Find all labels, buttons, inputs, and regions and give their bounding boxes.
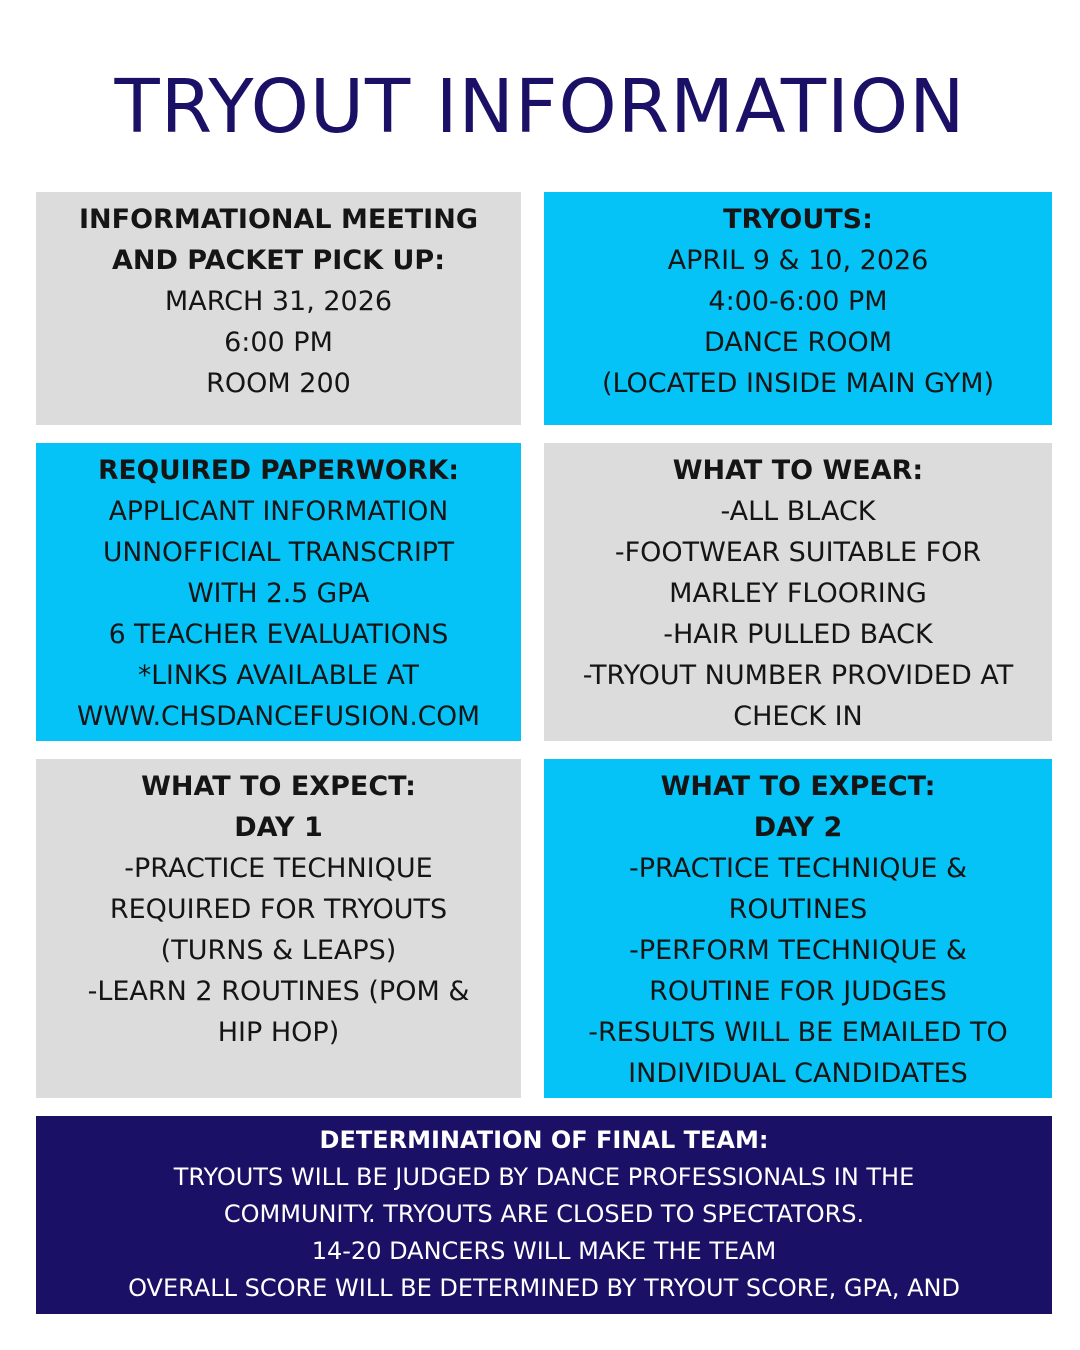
- final-team-line: TRYOUTS WILL BE JUDGED BY DANCE PROFESSIONALS IN THE: [173, 1163, 915, 1191]
- tryouts-location-note: (LOCATED INSIDE MAIN GYM): [601, 368, 995, 399]
- wear-item: CHECK IN: [733, 701, 863, 732]
- final-team-line: TEACHER EVALUATIONS.: [397, 1311, 691, 1339]
- day1-item: -LEARN 2 ROUTINES (POM &: [87, 976, 470, 1007]
- tryouts-card: [544, 192, 1052, 425]
- meeting-heading: AND PACKET PICK UP:: [112, 245, 445, 276]
- final-team-line: 14-20 DANCERS WILL MAKE THE TEAM: [311, 1237, 777, 1265]
- wear-heading: WHAT TO WEAR:: [672, 455, 924, 486]
- wear-item: -TRYOUT NUMBER PROVIDED AT: [582, 660, 1014, 691]
- day1-item: -PRACTICE TECHNIQUE: [124, 853, 433, 884]
- day2-item: -PERFORM TECHNIQUE &: [629, 935, 967, 966]
- wear-item: -HAIR PULLED BACK: [663, 619, 933, 650]
- meeting-heading: INFORMATIONAL MEETING: [79, 204, 478, 235]
- final-team-heading: DETERMINATION OF FINAL TEAM:: [319, 1126, 769, 1154]
- meeting-time: 6:00 PM: [224, 327, 333, 358]
- day2-heading: WHAT TO EXPECT:: [660, 771, 936, 802]
- day2-item: -PRACTICE TECHNIQUE &: [628, 853, 968, 884]
- website-link[interactable]: WWW.CHSDANCEFUSION.COM: [77, 701, 480, 732]
- paperwork-heading: REQUIRED PAPERWORK:: [98, 455, 459, 486]
- paperwork-note: *LINKS AVAILABLE AT: [138, 660, 419, 691]
- day2-item: -RESULTS WILL BE EMAILED TO: [588, 1017, 1008, 1048]
- final-team-card: [36, 1116, 1052, 1339]
- wear-item: MARLEY FLOORING: [669, 578, 927, 609]
- wear-item: -ALL BLACK: [720, 496, 876, 527]
- day2-item: INDIVIDUAL CANDIDATES: [628, 1058, 968, 1089]
- day1-heading: WHAT TO EXPECT:: [141, 771, 416, 802]
- final-team-line: OVERALL SCORE WILL BE DETERMINED BY TRYOUT SCORE, GPA, AND: [128, 1274, 960, 1302]
- day1-card: [36, 759, 521, 1098]
- wear-card: [544, 443, 1052, 741]
- day2-label: DAY 2: [753, 812, 843, 843]
- meeting-date: MARCH 31, 2026: [164, 286, 393, 317]
- paperwork-item: WITH 2.5 GPA: [187, 578, 370, 609]
- day1-item: (TURNS & LEAPS): [160, 935, 397, 966]
- tryouts-dates: APRIL 9 & 10, 2026: [667, 245, 929, 276]
- paperwork-item: 6 TEACHER EVALUATIONS: [108, 619, 449, 650]
- day2-card: [544, 759, 1052, 1098]
- day1-item: HIP HOP): [217, 1017, 340, 1048]
- day1-label: DAY 1: [234, 812, 323, 843]
- paperwork-item: UNNOFFICIAL TRANSCRIPT: [102, 537, 455, 568]
- tryouts-location: DANCE ROOM: [703, 327, 893, 358]
- tryouts-time: 4:00-6:00 PM: [708, 286, 888, 317]
- day2-item: ROUTINE FOR JUDGES: [649, 976, 947, 1007]
- page-title: TRYOUT INFORMATION: [114, 64, 966, 150]
- paperwork-card: [36, 443, 521, 741]
- wear-item: -FOOTWEAR SUITABLE FOR: [614, 537, 982, 568]
- tryouts-heading: TRYOUTS:: [723, 204, 873, 235]
- day1-item: REQUIRED FOR TRYOUTS: [109, 894, 448, 925]
- paperwork-item: APPLICANT INFORMATION: [108, 496, 449, 527]
- meeting-card: [36, 192, 521, 425]
- final-team-line: COMMUNITY. TRYOUTS ARE CLOSED TO SPECTATORS.: [223, 1200, 865, 1228]
- day2-item: ROUTINES: [728, 894, 868, 925]
- meeting-room: ROOM 200: [206, 368, 351, 399]
